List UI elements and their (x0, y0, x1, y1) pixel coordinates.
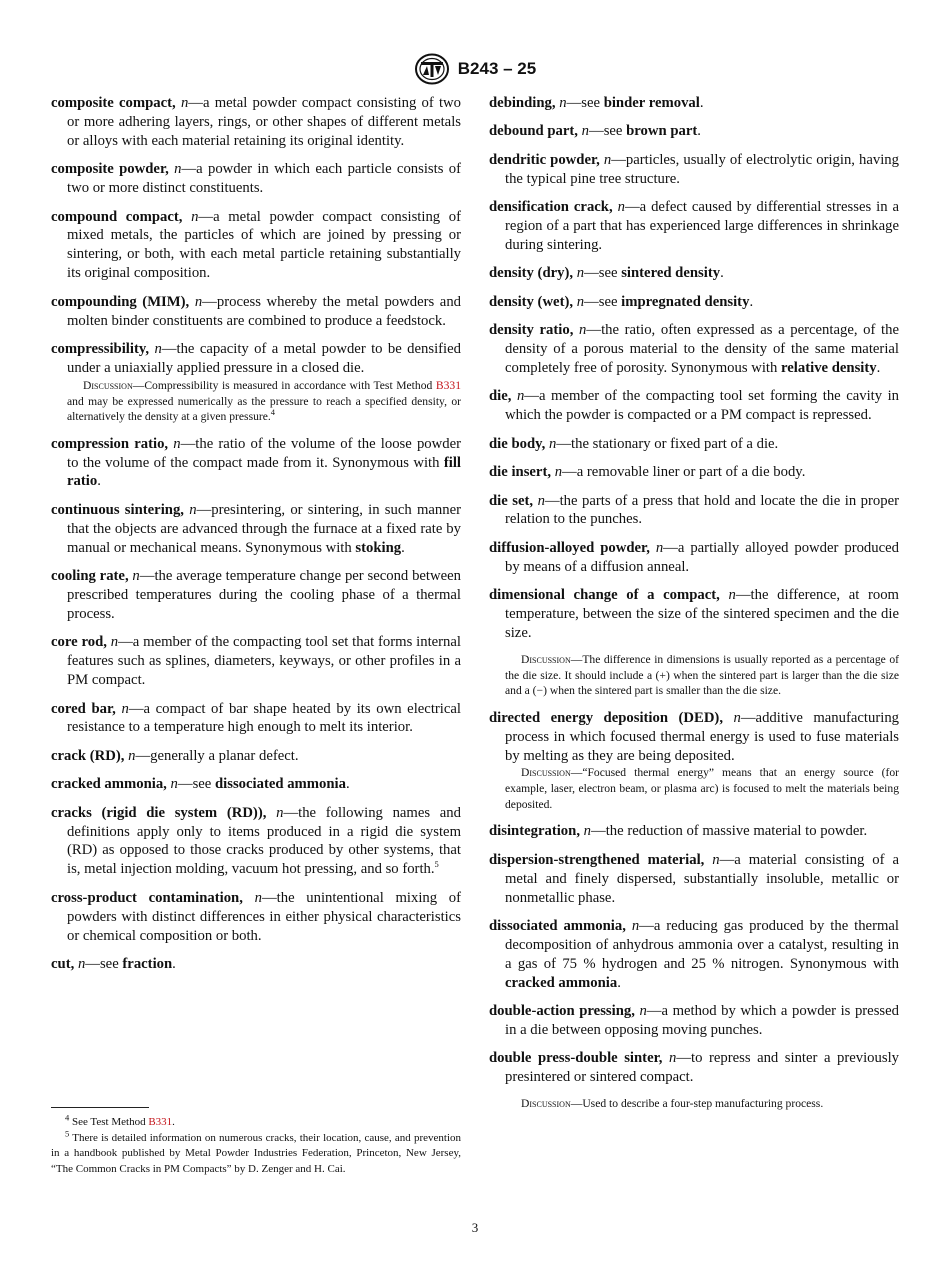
definition-entry: die insert, n—a removable liner or part of a die body. (489, 464, 806, 481)
footnote-4: $^4$ See Test Method B331. (65, 1112, 175, 1128)
definition-entry: continuous sintering, n—presintering, or sintering, in such manner that the objects are advanced through the furnace at a fixed rate by manual or mechanical means. Synonymous with stoking. (51, 501, 462, 556)
discussion-note: Discussion—“Focused thermal energy” means that an energy source (for example, laser, electron beam, or plasma arc) is focused to melt the materials being deposited. (505, 766, 899, 812)
definition-entry: compounding (MIM), n—process whereby the metal powders and molten binder constituents are combined to produce a feedstock. (51, 293, 462, 329)
definition-entry: densification crack, n—a defect caused by differential stresses in a region of a part that has experienced large differences in shrinkage during sintering. (489, 199, 899, 253)
definition-entry: die set, n—the parts of a press that hold and locate the die in proper relation to the punches. (489, 492, 899, 528)
b331-footnote-link[interactable]: B331 (148, 1116, 173, 1128)
footnote-5: $^5$ There is detailed information on numerous cracks, their location, cause, and prevention in a handbook published by Metal Powder Industries Federation, Princeton, New Jersey, “The Common Cracks in PM Compacts” by D. Zenger and H. Cai. (51, 1127, 461, 1175)
standard-code: B243 – 25 (457, 59, 537, 78)
definition-entry: dissociated ammonia, n—a reducing gas produced by the thermal decomposition of anhydrous ammonia over a catalyst, resulting in a gas of 75 % hydrogen and 25 % nitrogen. Synonymous with cracked ammonia. (489, 917, 899, 991)
discussion-note: Discussion—Compressibility is measured in accordance with Test Method B331 and may be expressed numerically as the pressure to reach a specified density, or alternatively the density at a given pressure.$^4$ (67, 378, 461, 424)
definition-entry: density (dry), n—see sintered density. (489, 265, 724, 282)
definition-entry: cut, n—see fraction. (51, 956, 176, 973)
right-column (489, 94, 899, 1122)
definition-entry: density ratio, n—the ratio, often expressed as a percentage, of the density of a porous material to the density of the same material completely free of porosity. Synonymous with relative density. (489, 322, 899, 376)
definition-entry: debinding, n—see binder removal. (489, 95, 704, 111)
discussion-note: Discussion—The difference in dimensions is usually reported as a percentage of the die size. It should include a (+) when the sintered part is larger than the die size and a (−) when the sintered part is smaller than the die size. (505, 652, 899, 698)
definition-entry: composite powder, n—a powder in which each particle consists of two or more distinct constituents. (51, 161, 461, 197)
definition-entry: cooling rate, n—the average temperature change per second between prescribed temperatures during the cooling phase of a thermal process. (51, 568, 461, 622)
page-header (0, 52, 950, 86)
footnote-ref-4[interactable]: 4 (270, 407, 276, 418)
definition-entry: dendritic powder, n—particles, usually of electrolytic origin, having the typical pine tree structure. (489, 151, 899, 187)
definition-entry: cracked ammonia, n—see dissociated ammonia. (51, 776, 350, 793)
definition-entry: dispersion-strengthened material, n—a material consisting of a metal and finely dispersed, substantially insoluble, metallic or nonmetallic phase. (489, 851, 899, 906)
discussion-note: Discussion—Used to describe a four-step manufacturing process. (521, 1097, 824, 1111)
definition-entry: cross-product contamination, n—the unintentional mixing of powders with distinct differences in either physical characteristics or chemical composition or both. (51, 889, 462, 944)
definition-entry: compound compact, n—a metal powder compact consisting of mixed metals, the particles of which are joined by pressing or sintering, or both, with each metal particle retaining substantially its original composition. (51, 208, 461, 282)
definition-entry: debound part, n—see brown part. (489, 123, 701, 140)
definition-entry: die, n—a member of the compacting tool set forming the cavity in which the powder is compacted or a PM compact is repressed. (489, 388, 900, 424)
definition-entry: double-action pressing, n—a method by which a powder is pressed in a die between opposing moving punches. (489, 1003, 899, 1038)
definition-entry: density (wet), n—see impregnated density. (489, 293, 754, 310)
definition-entry: dimensional change of a compact, n—the difference, at room temperature, between the size of the sintered specimen and the die size. Discussion—The difference in dimensions is usually reported as a percentage of the die size. It should include a (+) when the sintered part is larger than the die size and a (−) when the sintered part is smaller than the die size. (489, 587, 899, 698)
definition-entry: cracks (rigid die system (RD)), n—the following names and definitions apply only to items produced in a rigid die system (RD) as opposed to those cracks produced by other systems, that is, metal injection molding, vacuum hot pressing, and so forth.$^5$ (51, 804, 461, 878)
definition-entry: composite compact, n—a metal powder compact consisting of two or more adhering layers, rings, or other shapes of different metals or alloys with each material retaining its original identity. (51, 95, 461, 149)
definition-entry: disintegration, n—the reduction of massive material to powder. (489, 823, 868, 840)
definition-entry: cored bar, n—a compact of bar shape heated by its own electrical resistance to a temperature high enough to melt its interior. (51, 700, 461, 736)
definition-entry: crack (RD), n—generally a planar defect. (51, 747, 299, 764)
definition-entry: die body, n—the stationary or fixed part of a die. (489, 435, 779, 452)
b331-link[interactable]: B331 (435, 378, 461, 392)
footnote-ref-5[interactable]: 5 (434, 859, 439, 870)
astm-logo-icon (414, 53, 450, 85)
definition-entry: diffusion-alloyed powder, n—a partially alloyed powder produced by means of a diffusion anneal. (489, 539, 900, 575)
page-number: 3 (471, 1220, 479, 1235)
definition-entry: compression ratio, n—the ratio of the volume of the loose powder to the volume of the compact made from it. Synonymous with fill ratio. (51, 435, 461, 490)
left-column (51, 94, 461, 983)
definition-entry: compressibility, n—the capacity of a metal powder to be densified under a uniaxially applied pressure in a closed die. Discussion—Compressibility is measured in accordance with Test Method B331 and may be expressed numerically as the pressure to reach a specified density, or alternatively the density at a given pressure.$^4$ (51, 340, 462, 424)
footnote-divider (51, 1107, 149, 1108)
definition-entry: core rod, n—a member of the compacting tool set that forms internal features such as splines, diameters, keyways, or other profiles in a PM compact. (51, 634, 462, 689)
footnotes (51, 1112, 461, 1177)
definition-entry: double press-double sinter, n—to repress and sinter a previously presintered or sintered compact. Discussion—Used to describe a four-step manufacturing process. (489, 1050, 899, 1111)
definition-entry: directed energy deposition (DED), n—additive manufacturing process in which focused thermal energy is used to fuse materials by melting as they are being deposited. Discussion—“Focused thermal energy” means that an energy source (for example, laser, electron beam, or plasma arc) is focused to melt the materials being deposited. (489, 709, 900, 812)
